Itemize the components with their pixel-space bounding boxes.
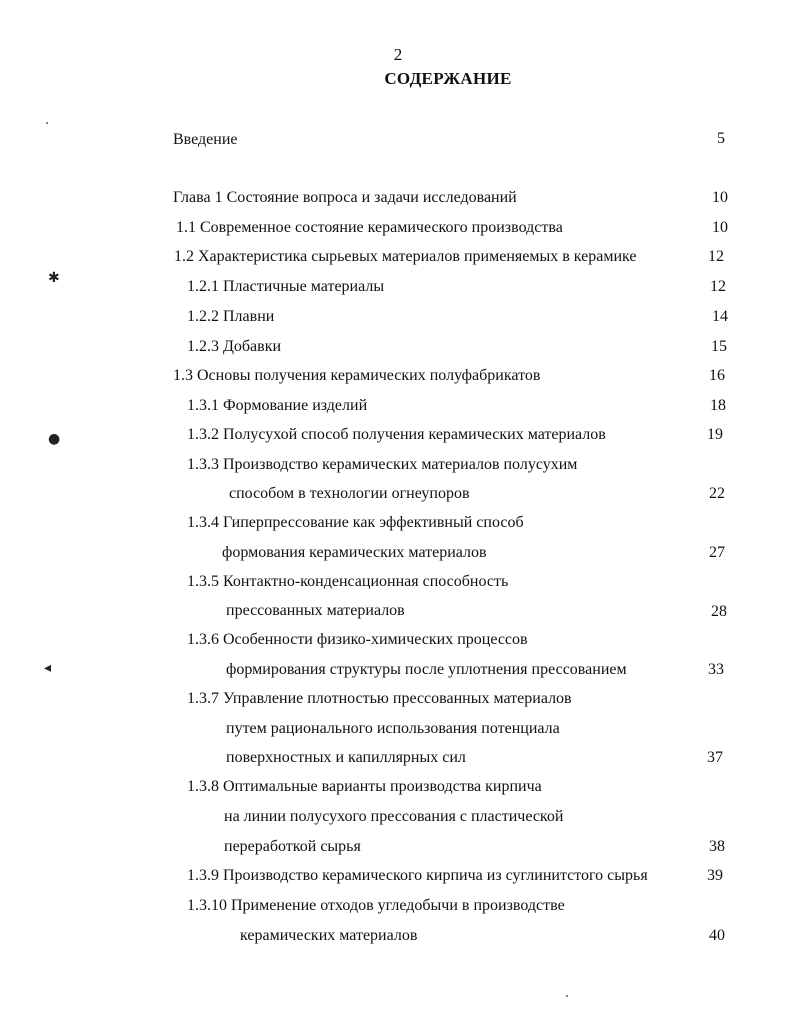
scan-artifact-dot	[46, 122, 48, 124]
toc-entry-text: 1.3.10 Применение отходов угледобычи в производстве	[187, 897, 565, 914]
toc-entry-page: 5	[717, 130, 725, 147]
toc-entry-page: 27	[709, 544, 725, 561]
toc-entry-page: 40	[709, 927, 725, 944]
toc-entry-page: 33	[708, 661, 724, 678]
toc-entry-text: 1.3.4 Гиперпрессование как эффективный способ	[187, 514, 524, 531]
toc-entry-text: Глава 1 Состояние вопроса и задачи исследований	[173, 189, 517, 206]
toc-entry-continuation: переработкой сырья	[224, 838, 361, 855]
toc-entry-page: 10	[712, 219, 728, 236]
toc-entry-text: 1.3.8 Оптимальные варианты производства кирпича	[187, 778, 542, 795]
toc-entry-text: 1.3.2 Полусухой способ получения керамических материалов	[187, 426, 606, 443]
toc-entry-text: 1.2 Характеристика сырьевых материалов применяемых в керамике	[174, 248, 637, 265]
toc-entry-page: 19	[707, 426, 723, 443]
toc-entry-text: 1.3.5 Контактно-конденсационная способность	[187, 573, 509, 590]
toc-entry-continuation: путем рационального использования потенциала	[226, 720, 560, 737]
toc-entry-text: 1.3 Основы получения керамических полуфабрикатов	[173, 367, 541, 384]
scan-artifact-mark: ◂	[44, 660, 52, 676]
toc-entry-text: 1.3.1 Формование изделий	[187, 397, 368, 414]
scan-artifact-mark: ✱	[48, 270, 60, 286]
toc-entry-page: 16	[709, 367, 725, 384]
toc-entry-page: 10	[712, 189, 728, 206]
toc-entry-continuation: формирования структуры после уплотнения прессованием	[226, 661, 627, 678]
toc-entry-continuation: прессованных материалов	[226, 602, 405, 619]
toc-entry-page: 18	[710, 397, 726, 414]
toc-entry-page: 15	[711, 338, 727, 355]
toc-entry-page: 14	[712, 308, 728, 325]
toc-entry-text: 1.2.1 Пластичные материалы	[187, 278, 385, 295]
toc-entry-page: 12	[710, 278, 726, 295]
toc-entry-text: 1.3.7 Управление плотностью прессованных материалов	[187, 690, 572, 707]
toc-entry-continuation: способом в технологии огнеупоров	[229, 485, 470, 502]
toc-entry-text: 1.2.3 Добавки	[187, 338, 282, 355]
page-number: 2	[393, 45, 403, 64]
toc-entry-continuation: поверхностных и капиллярных сил	[226, 749, 466, 766]
toc-entry-text: 1.3.6 Особенности физико-химических процессов	[187, 631, 528, 648]
page-title: СОДЕРЖАНИЕ	[384, 69, 512, 88]
toc-entry-continuation: на линии полусухого прессования с пластической	[224, 808, 564, 825]
toc-entry-continuation: керамических материалов	[240, 927, 418, 944]
toc-entry-page: 37	[707, 749, 723, 766]
toc-entry-text: Введение	[173, 131, 238, 148]
toc-entry-continuation: формования керамических материалов	[222, 544, 487, 561]
toc-entry-text: 1.3.3 Производство керамических материалов полусухим	[187, 456, 578, 473]
toc-entry-page: 28	[711, 603, 727, 620]
toc-entry-page: 12	[708, 248, 724, 265]
scan-artifact-dot	[566, 995, 568, 997]
toc-entry-page: 22	[709, 485, 725, 502]
toc-entry-text: 1.1 Современное состояние керамического производства	[176, 219, 563, 236]
toc-entry-page: 39	[707, 867, 723, 884]
toc-entry-text: 1.2.2 Плавни	[187, 308, 275, 325]
toc-entry-page: 38	[709, 838, 725, 855]
scan-artifact-mark: ●	[48, 431, 61, 447]
toc-entry-text: 1.3.9 Производство керамического кирпича из суглинитстого сырья	[187, 867, 648, 884]
